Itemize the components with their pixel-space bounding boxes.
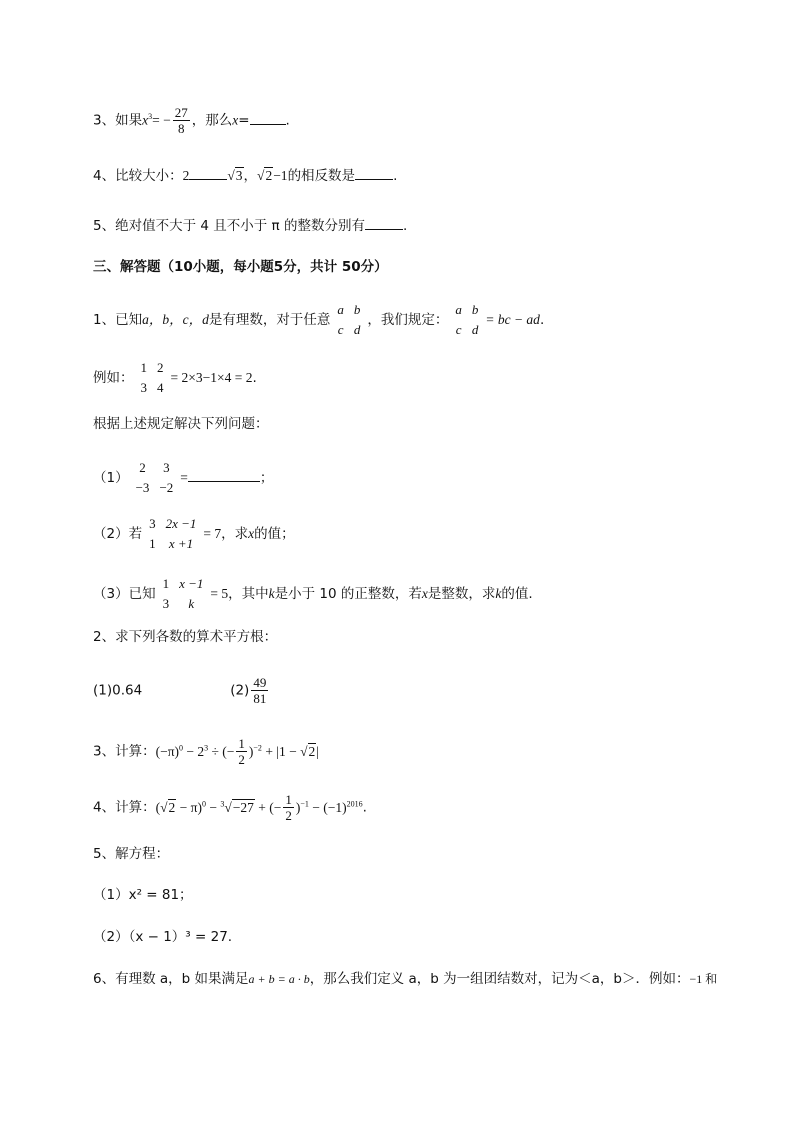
problem-2-parts: (1)0.64 (2) $\frac{49}{81}$ [93,675,267,706]
problem-6: 6、有理数 a，b 如果满足a + b = a · b，那么我们定义 a，b 为一组团结数对，记为＜a，b＞．例如：−1 和 [93,971,718,987]
answer-blank [365,216,403,230]
fraction: $\frac{27}{8}$ [174,105,188,136]
fraction: $\frac{1}{2}$ [285,792,292,823]
fraction: $\frac{1}{2}$ [238,736,245,767]
determinant: a b c d [455,302,479,337]
problem-1-example: 例如：1 2 3 4= 2×3−1×4 = 2. [93,358,257,398]
answer-blank [188,468,260,482]
determinant: 2 3 −3 −2 [135,460,174,495]
fill-in-q3: 3、如果$x^3=$ − $\frac{27}{8}$ ，那么x= . [93,105,290,136]
determinant: 1 2 3 4 [140,360,164,395]
determinant: a b c d [337,302,361,337]
fraction: $\frac{49}{81}$ [253,675,267,706]
answer-blank [355,166,393,180]
fill-in-q5: 5、绝对值不大于 4 且不小于 π 的整数分别有 . [93,218,408,234]
problem-5-part-1: （1）x² = 81； [93,887,193,903]
problem-3: 3、计算：$(-\pi)^0 - 2^3$ ÷ (− $\frac{1}{2}$ )$^{-2}$ + |1 − √2| [93,736,319,767]
answer-blank [250,111,286,125]
determinant: 3 2x −1 1 x +1 [149,516,197,551]
problem-5-title: 5、解方程： [93,846,170,862]
problem-1-sub-1: （1）2 3 −3 −2= ； [93,458,273,498]
section-heading: 三、解答题（10小题，每小题5分，共计 50分） [93,259,388,275]
problem-1-sub-3: （3）已知1 x −1 3 k= 5，其中k是小于 10 的正整数，若x是整数，求k的值. [93,574,533,614]
problem-2-title: 2、求下列各数的算术平方根： [93,629,278,645]
fill-in-q4: 4、比较大小：2 √3，√2−1的相反数是 . [93,168,398,184]
problem-1-sub-2: （2）若3 2x −1 1 x +1= 7，求x的值； [93,514,295,554]
problem-5-part-2: （2）（x − 1）³ = 27. [93,929,233,945]
problem-1-task: 根据上述规定解决下列问题： [93,416,269,432]
problem-1-intro: 1、已知a，b，c，d是有理数，对于任意a b c d，我们规定：a b c d= bc − ad. [93,300,544,340]
problem-4: 4、计算：$(√2 - \pi)^0 - ^3√-27$ + (− $\frac{1}{2}$ )$^{-1} - (-1)^{2016}$. [93,792,367,823]
answer-blank [189,166,227,180]
determinant: 1 x −1 3 k [162,576,204,611]
